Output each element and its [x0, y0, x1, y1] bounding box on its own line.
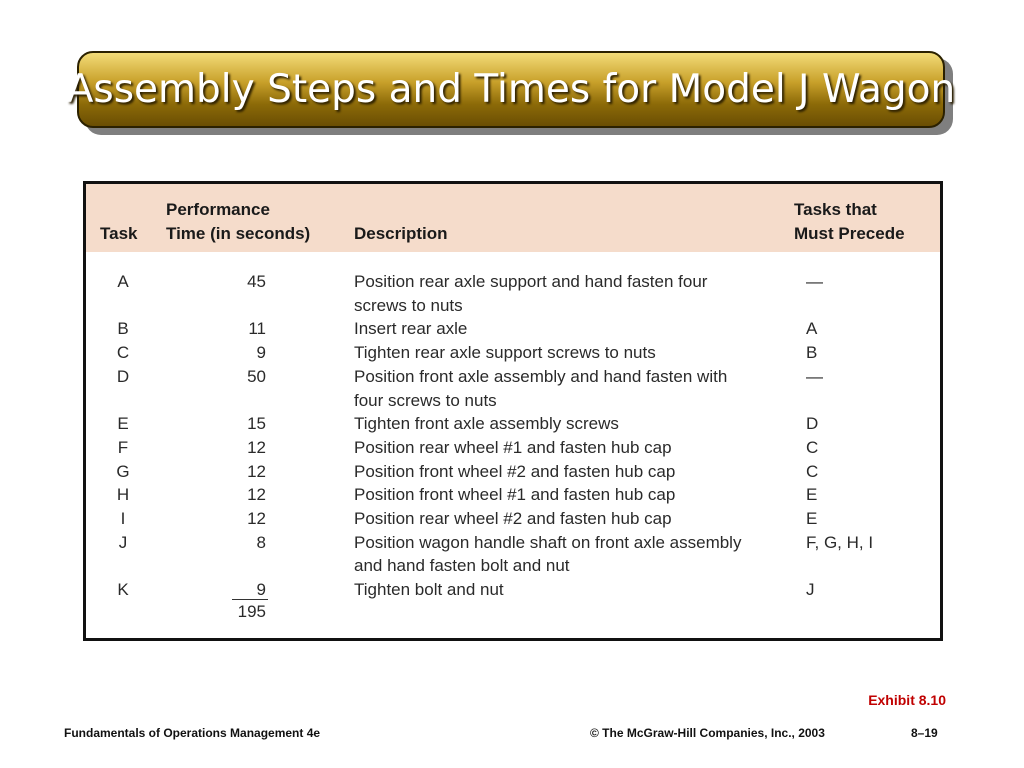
cell-precede: —: [806, 272, 823, 291]
cell-precede: F, G, H, I: [806, 532, 874, 552]
header-time-line1: Performance: [166, 200, 270, 219]
cell-precede: E: [806, 485, 818, 505]
cell-description: four screws to nuts: [354, 390, 497, 410]
cell-precede: D: [806, 414, 819, 434]
cell-description: Tighten bolt and nut: [354, 580, 504, 600]
cell-task: A: [117, 272, 129, 291]
slide-title: Assembly Steps and Times for Model J Wagon: [66, 67, 956, 112]
cell-description: Position rear wheel #2 and fasten hub cap: [354, 509, 672, 528]
cell-precede: J: [806, 580, 815, 600]
header-task: Task: [100, 224, 138, 243]
cell-description: Tighten rear axle support screws to nuts: [354, 343, 656, 363]
cell-task: J: [118, 532, 128, 552]
cell-task: B: [117, 319, 129, 339]
cell-time: 9: [256, 343, 266, 363]
cell-precede: A: [806, 319, 818, 339]
cell-time: 9: [256, 580, 266, 600]
cell-time: 12: [247, 509, 266, 528]
cell-task: D: [116, 366, 130, 386]
exhibit-label: Exhibit 8.10: [868, 692, 946, 708]
cell-description: Position wagon handle shaft on front axle assembly: [354, 532, 742, 552]
cell-description: Tighten front axle assembly screws: [354, 414, 619, 434]
cell-task: E: [117, 414, 129, 434]
cell-time: 8: [256, 532, 266, 552]
cell-time: 11: [248, 319, 266, 339]
cell-description: Position rear wheel #1 and fasten hub cap: [354, 437, 672, 457]
cell-time: 12: [247, 461, 266, 481]
cell-description: Position front wheel #2 and fasten hub cap: [354, 461, 676, 481]
footer-copyright: © The McGraw-Hill Companies, Inc., 2003: [590, 726, 825, 740]
cell-time: 50: [247, 366, 266, 386]
cell-precede: E: [806, 509, 818, 528]
title-banner: [66, 51, 956, 128]
cell-task: K: [117, 580, 129, 600]
cell-precede: B: [806, 343, 818, 363]
cell-task: G: [116, 461, 130, 481]
cell-description: Insert rear axle: [354, 319, 468, 339]
header-time-line2: Time (in seconds): [166, 224, 311, 243]
header-precede-line1: Tasks that: [794, 200, 877, 219]
table-header: [86, 184, 940, 252]
cell-task: I: [120, 509, 126, 528]
header-precede-line2: Must Precede: [794, 224, 905, 243]
footer-book-title: Fundamentals of Operations Management 4e: [64, 726, 321, 740]
cell-description: screws to nuts: [354, 295, 463, 315]
cell-task: H: [116, 485, 130, 505]
cell-description: Position rear axle support and hand fasten four: [354, 272, 708, 291]
cell-time: 12: [247, 437, 266, 457]
cell-precede: —: [806, 366, 823, 386]
cell-time: 45: [247, 272, 266, 291]
cell-description: Position front axle assembly and hand fasten with: [354, 366, 728, 386]
header-description: Description: [354, 224, 448, 243]
cell-task: C: [116, 343, 130, 363]
cell-time: 12: [247, 485, 266, 505]
cell-precede: C: [806, 461, 819, 481]
cell-time: 15: [247, 414, 266, 434]
total-time: 195: [237, 602, 266, 621]
cell-description: Position front wheel #1 and fasten hub cap: [354, 485, 676, 505]
cell-precede: C: [806, 437, 819, 457]
assembly-table: [83, 181, 943, 641]
cell-task: F: [117, 437, 129, 457]
footer-page-number: 8–19: [911, 726, 938, 740]
cell-description: and hand fasten bolt and nut: [354, 556, 570, 576]
